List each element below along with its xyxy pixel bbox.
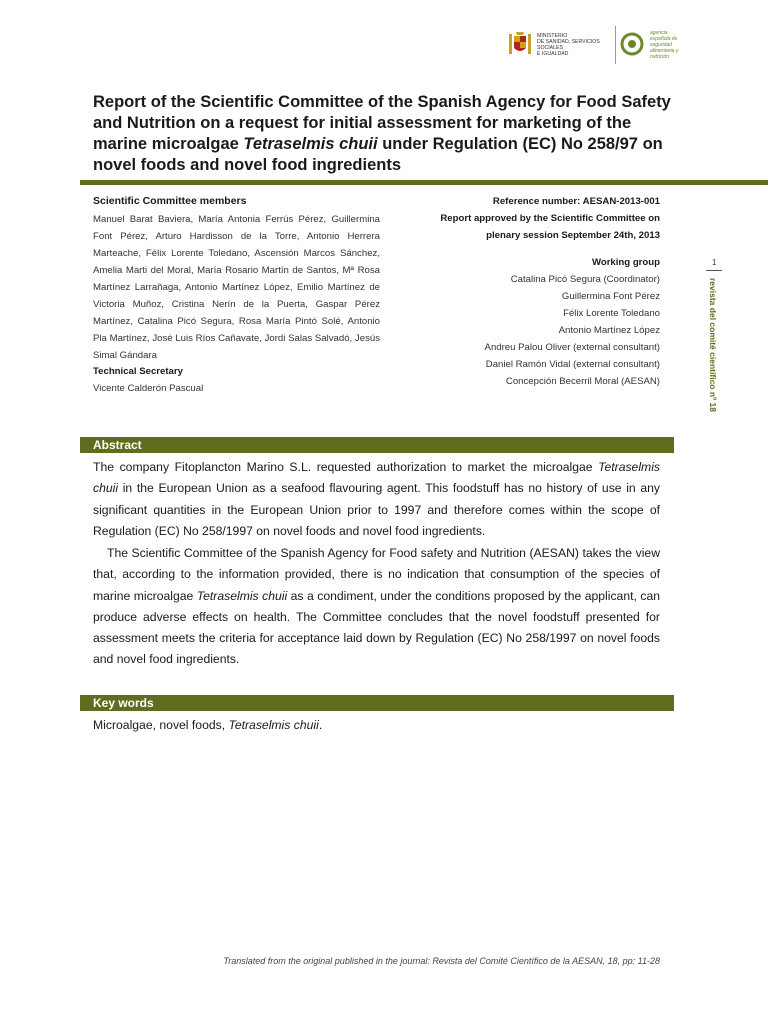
members-list: Manuel Barat Baviera, María Antonia Ferrús Pérez, Guillermina Font Pérez, Arturo Hardisson de la Torre, Antonio Herrera Marteache, Félix Lorente Toledano, Ascensión Marcos Sánchez, Amelia Marti del Moral, María Rosario Martín de Santos, Mª Rosa Martínez Larrañaga, Antonio Martínez López, Emilio Martínez de Victoria Muñoz, Cristina Nerín de la Puerta, Gaspar Pérez Martínez, Catalina Picó Segura, Rosa María Pintó Solé, Antonio Pla Martínez, José Luis Ríos Cañavate, Jordi Salas Salvadó, Jesús Simal Gándara xyxy=(93,214,380,361)
header-logos xyxy=(505,24,685,64)
agency-name: agencia española de seguridad alimentaria y nutrición xyxy=(650,30,679,60)
keywords-text: Microalgae, novel foods, Tetraselmis chuii. xyxy=(93,718,323,732)
coat-of-arms-icon xyxy=(507,30,533,58)
abstract-paragraph-2: The Scientific Committee of the Spanish Agency for Food safety and Nutrition (AESAN) takes the view that, according to the information provided, there is no indication that consumption of the species of marine microalgae Tetraselmis chuii as a condiment, under the conditions proposed by the applicant, can produce adverse effects on health. The Committee concludes that the novel foodstuff presented for assessment meets the criteria for acceptance laid down by Regulation (EC) No 258/1997 on novel foods and novel food ingredients. xyxy=(93,546,660,667)
page-number-rule xyxy=(706,270,722,271)
aesan-logo-icon xyxy=(620,32,644,56)
working-group-heading: Working group xyxy=(591,257,660,268)
side-margin xyxy=(706,258,726,418)
report-title: Report of the Scientific Committee of the Spanish Agency for Food Safety and Nutrition on a request for initial assessment for marketing of the marine microalgae Tetraselmis chuii under Regulation (EC) No 258/97 on novel foods and novel food ingredients xyxy=(93,93,671,174)
translation-note: Translated from the original published in the journal: Revista del Comité Científico de la AESAN, 18, pp: 11-28 xyxy=(223,956,660,966)
working-group-member: Antonio Martínez López xyxy=(558,325,660,336)
working-group-member: Concepción Becerril Moral (AESAN) xyxy=(505,376,660,387)
keywords-heading: Key words xyxy=(80,695,674,711)
working-group-member: Catalina Picó Segura (Coordinator) xyxy=(510,274,660,285)
page-number: 1 xyxy=(712,258,717,267)
reference-block xyxy=(400,193,660,390)
journal-name: revista del comité científico nº 18 xyxy=(708,278,718,412)
members-heading: Scientific Committee members xyxy=(93,195,247,207)
working-group-member: Andreu Palou Oliver (external consultant) xyxy=(484,342,660,353)
working-group-member: Guillermina Font Pérez xyxy=(561,291,660,302)
technical-secretary-name: Vicente Calderón Pascual xyxy=(93,383,204,394)
approval-line-1: Report approved by the Scientific Committee on xyxy=(440,213,660,224)
logo-divider xyxy=(615,26,616,64)
working-group-member: Daniel Ramón Vidal (external consultant) xyxy=(485,359,660,370)
abstract-heading: Abstract xyxy=(80,437,674,453)
abstract-paragraph-1: The company Fitoplancton Marino S.L. requested authorization to market the microalgae Tetraselmis chuii in the European Union as a seafood flavouring agent. This foodstuff has no history of use in any significant quantities in the European Union prior to 1997 and therefore comes within the scope of Regulation (EC) No 258/1997 on novel foods and novel food ingredients. xyxy=(93,460,660,538)
technical-secretary-heading: Technical Secretary xyxy=(93,366,183,377)
approval-line-2: plenary session September 24th, 2013 xyxy=(486,230,660,241)
ministry-name: MINISTERIO DE SANIDAD, SERVICIOS SOCIALES E IGUALDAD xyxy=(537,33,600,57)
working-group-member: Félix Lorente Toledano xyxy=(563,308,660,319)
title-divider xyxy=(80,180,768,185)
reference-number: Reference number: AESAN-2013-001 xyxy=(492,196,660,207)
